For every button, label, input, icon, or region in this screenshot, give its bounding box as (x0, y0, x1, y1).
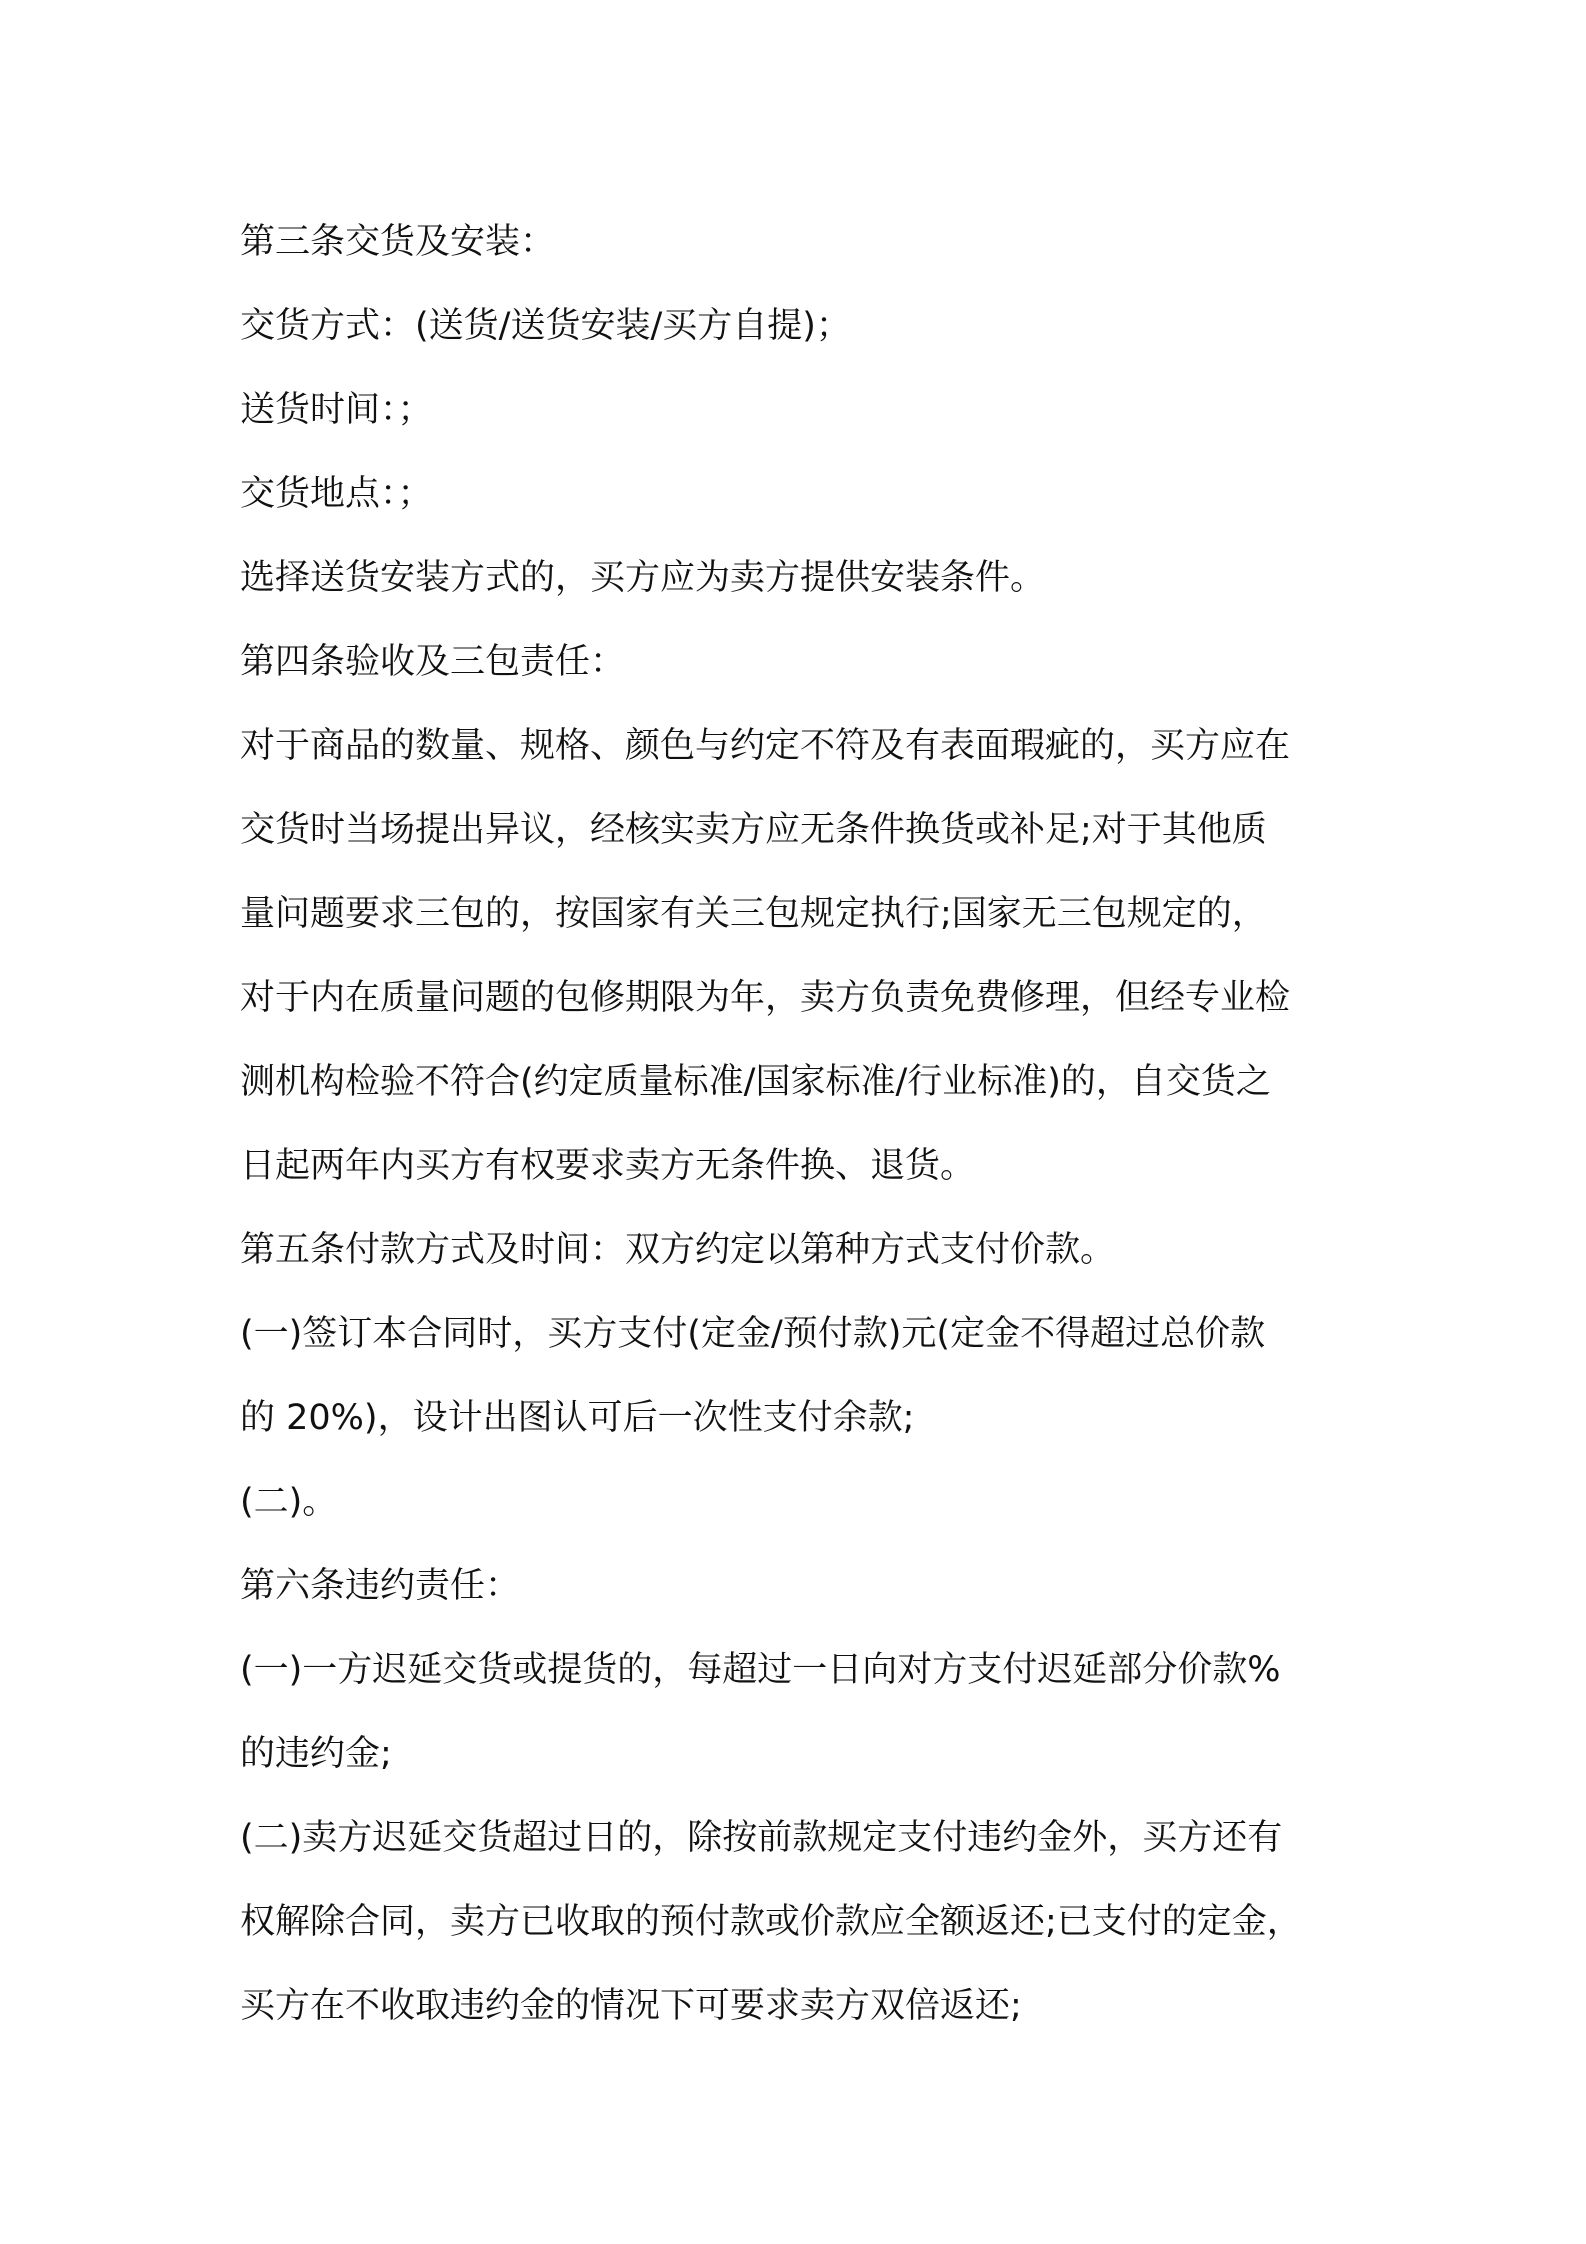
text-line: 第五条付款方式及时间：双方约定以第种方式支付价款。 (240, 1230, 1116, 1270)
text-line: 的违约金; (240, 1734, 392, 1774)
paragraph (240, 1460, 1360, 1544)
text-line: 选择送货安装方式的，买方应为卖方提供安装条件。 (240, 558, 1046, 598)
paragraph (240, 1628, 1360, 1796)
text-line: 对于商品的数量、规格、颜色与约定不符及有表面瑕疵的，买方应在 (240, 726, 1291, 766)
paragraph (240, 1544, 1360, 1628)
text-line: 的 20%)，设计出图认可后一次性支付余款; (240, 1398, 915, 1438)
text-line: 送货时间：； (240, 390, 433, 430)
text-line: 买方在不收取违约金的情况下可要求卖方双倍返还; (240, 1986, 1022, 2026)
text-line: (一)一方迟延交货或提货的，每超过一日向对方支付迟延部分价款% (240, 1650, 1281, 1690)
paragraph (240, 284, 1360, 368)
paragraph (240, 1208, 1360, 1292)
paragraph (240, 200, 1360, 284)
text-line: 交货时当场提出异议，经核实卖方应无条件换货或补足;对于其他质 (240, 810, 1267, 850)
text-line: 第四条验收及三包责任： (240, 642, 626, 682)
paragraph (240, 1292, 1360, 1460)
text-line: 量问题要求三包的，按国家有关三包规定执行;国家无三包规定的， (240, 894, 1267, 934)
text-line: 第六条违约责任： (240, 1566, 521, 1606)
paragraph (240, 620, 1360, 704)
text-line: 对于内在质量问题的包修期限为年，卖方负责免费修理，但经专业检 (240, 978, 1291, 1018)
document-body (240, 200, 1360, 2048)
text-line: 交货方式：(送货/送货安装/买方自提)； (240, 306, 851, 346)
text-line: 测机构检验不符合(约定质量标准/国家标准/行业标准)的，自交货之 (240, 1062, 1271, 1102)
text-line: (二)卖方迟延交货超过日的，除按前款规定支付违约金外，买方还有 (240, 1818, 1283, 1858)
text-line: 交货地点：； (240, 474, 433, 514)
paragraph (240, 452, 1360, 536)
paragraph (240, 1796, 1360, 2048)
text-line: 第三条交货及安装： (240, 222, 556, 262)
text-line: (一)签订本合同时，买方支付(定金/预付款)元(定金不得超过总价款 (240, 1314, 1266, 1354)
paragraph (240, 368, 1360, 452)
paragraph (240, 536, 1360, 620)
text-line: 日起两年内买方有权要求卖方无条件换、退货。 (240, 1146, 976, 1186)
text-line: (二)。 (240, 1482, 338, 1522)
paragraph (240, 704, 1360, 1208)
text-line: 权解除合同，卖方已收取的预付款或价款应全额返还;已支付的定金， (240, 1902, 1302, 1942)
